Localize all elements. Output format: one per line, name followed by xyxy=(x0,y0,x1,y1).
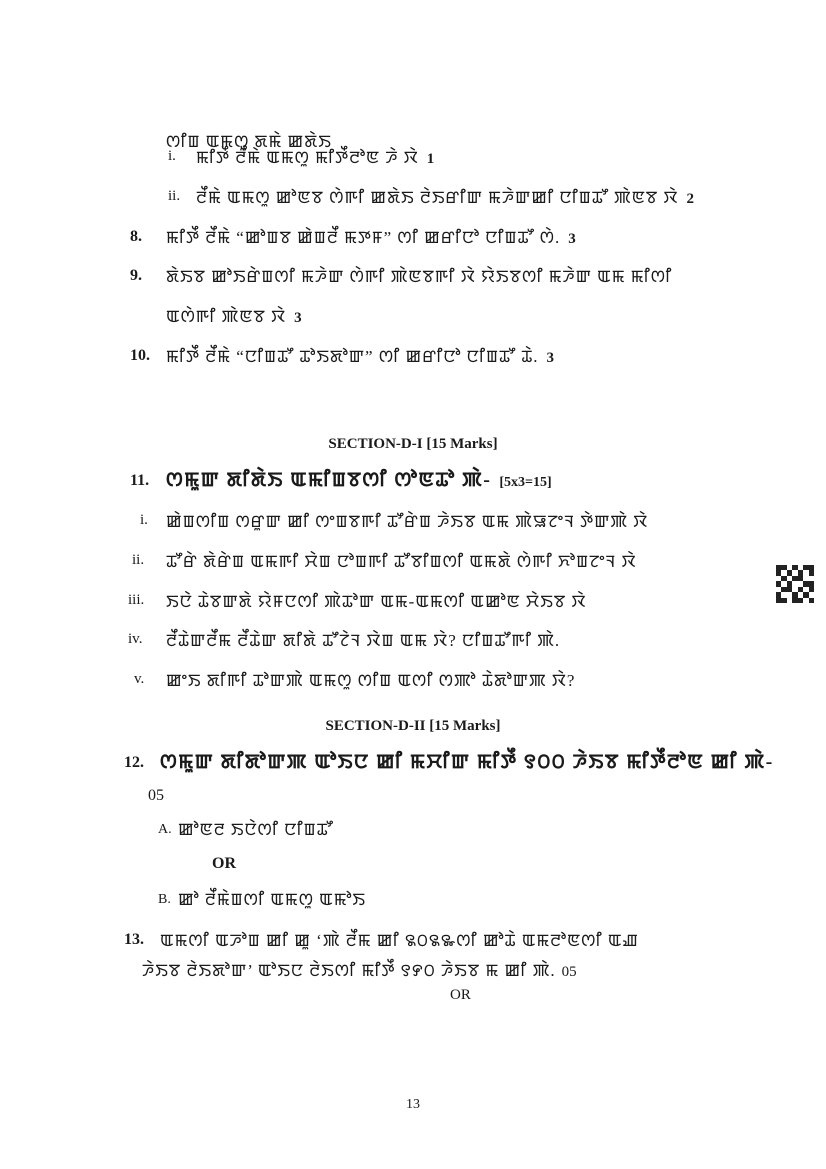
q11-item: ꯀꯦꯏ ꯗꯤꯒꯤ ꯊꯣꯛꯄꯥ ꯑꯃꯁꯨ ꯁꯤꯡ ꯑꯁꯤ ꯁꯄꯣ ꯊꯥꯗꯣꯛꯄ ꯋꯥ? xyxy=(166,671,576,690)
question-13-number: 13. xyxy=(124,931,144,948)
q11-item-label: ii. xyxy=(132,552,145,568)
question-13: ꯑꯃꯁꯤ ꯑꯍꯣꯡ ꯀꯤ ꯀꯨ ‘ꯄꯥ ꯂꯩꯃ ꯀꯤ ꯲꯰꯲꯳ꯁꯤ ꯀꯣꯊꯥ ꯑꯃꯂꯣꯟꯁꯤ ꯑꯉ xyxy=(160,931,639,950)
question-8-number: 8. xyxy=(130,228,142,245)
question-10: ꯃꯤꯇꯩ ꯂꯩꯃꯥ “ꯅꯤꯡꯊꯧ ꯊꯣꯏꯗꯣꯛ” ꯁꯤ ꯀꯔꯤꯅꯣ ꯅꯤꯡꯊꯧ ꯊꯥ. 3 xyxy=(166,347,554,366)
question-9: ꯗꯥꯏꯕ ꯀꯣꯏꯔꯥꯡꯁꯤ ꯃꯍꯥꯛ ꯁꯥꯒꯤ ꯄꯥꯟꯕꯒꯤ ꯋꯥ ꯌꯥꯏꯕꯁꯤ ꯃꯍꯥꯛ ꯑꯃ ꯃꯤꯁꯤ xyxy=(166,267,673,286)
q11-item: ꯏꯅꯥ ꯊꯥꯕꯛꯗꯥ ꯌꯥꯝꯅꯁꯤ ꯄꯥꯊꯣꯛ ꯑꯃ-ꯑꯃꯁꯤ ꯑꯀꯣꯟ ꯆꯥꯏꯕ ꯋꯥ xyxy=(166,592,587,611)
question-9-number: 9. xyxy=(130,267,142,284)
question-9-continued: ꯑꯁꯥꯒꯤ ꯄꯥꯟꯕ ꯋꯥ 3 xyxy=(166,307,302,326)
section-d2-heading: SECTION-D-II [15 Marks] xyxy=(325,718,501,734)
qr-code xyxy=(776,565,814,603)
q11-item-label: iv. xyxy=(128,631,143,647)
question-11: ꯁꯃꯨꯛ ꯗꯤꯗꯥꯏ ꯑꯃꯤꯡꯕꯁꯤ ꯁꯣꯟꯊꯣ ꯄꯥ- [5x3=15] xyxy=(166,469,552,491)
q11-item: ꯀꯥꯡꯁꯤꯡ ꯁꯔꯨꯛ ꯀꯤ ꯁꯦꯡꯕꯒꯤ ꯊꯧꯔꯥꯡ ꯍꯥꯏꯕ ꯑꯃ ꯄꯥꯎꯖꯦꯜ ꯇꯥꯛꯄꯥ ꯋꯥ xyxy=(166,512,649,531)
question-i-label: i. xyxy=(168,148,176,164)
question-11-number: 11. xyxy=(130,472,150,489)
question-10-number: 10. xyxy=(130,347,150,364)
q11-item: ꯂꯩꯊꯥꯛꯂꯩꯃ ꯂꯩꯊꯥꯛ ꯗꯤꯗꯥ ꯊꯧꯖꯥꯜ ꯋꯥꯡ ꯑꯃ ꯋꯥ? ꯅꯤꯡꯊꯧꯒꯤ ꯄꯥ. xyxy=(166,631,561,650)
question-12: ꯁꯃꯨꯛ ꯗꯤꯗꯣꯛꯄ ꯑꯣꯏꯅ ꯀꯤ ꯃꯆꯤꯛ ꯃꯤꯇꯩ ꯱꯰꯰ ꯍꯥꯏꯕ ꯃꯤꯇꯩꯂꯣꯟ ꯀꯤ ꯄꯥ- xyxy=(160,751,774,773)
or-label: OR xyxy=(450,987,471,1003)
section-d1-heading: SECTION-D-I [15 Marks] xyxy=(328,436,498,452)
question-8: ꯃꯤꯇꯩ ꯂꯩꯃꯥ “ꯀꯣꯡꯕ ꯀꯥꯡꯂꯩ ꯃꯇꯝ” ꯁꯤ ꯀꯔꯤꯅꯣ ꯅꯤꯡꯊꯧ ꯁꯥ. 3 xyxy=(166,228,576,247)
question-12-marks: 05 xyxy=(148,787,164,804)
page-number: 13 xyxy=(406,1097,420,1112)
question-i: ꯃꯤꯇꯩ ꯂꯩꯃꯥ ꯑꯃꯁꯨ ꯃꯤꯇꯩꯂꯣꯟ ꯍꯥ ꯋꯥ 1 xyxy=(196,148,435,167)
q11-item: ꯊꯧꯔꯥ ꯗꯥꯔꯥꯡ ꯑꯃꯒꯤ ꯆꯥꯡ ꯅꯣꯡꯒꯤ ꯊꯧꯕꯤꯡꯁꯤ ꯑꯃꯗꯥ ꯁꯥꯒꯤ ꯈꯣꯡꯖꯦꯜ ꯋꯥ xyxy=(166,552,637,571)
question-13-continued: ꯍꯥꯏꯕ ꯂꯥꯏꯗꯣꯛ’ ꯑꯣꯏꯅ ꯂꯥꯏꯁꯤ ꯃꯤꯇꯩ ꯱꯸꯰ ꯍꯥꯏꯕ ꯃ ꯀꯤ ꯄꯥ. 05 xyxy=(142,961,577,980)
question-ii-label: ii. xyxy=(168,188,181,204)
or-label: OR xyxy=(212,855,236,872)
question-12-number: 12. xyxy=(124,754,144,771)
top-line: ꯁꯤꯡ ꯑꯃꯁꯨ ꯗꯃꯥ ꯀꯗꯥꯏ xyxy=(166,132,332,151)
q11-item-label: iii. xyxy=(128,592,145,608)
q11-item-label: v. xyxy=(134,671,145,687)
question-ii: ꯂꯩꯃꯥ ꯑꯃꯁꯨ ꯀꯣꯟꯕ ꯁꯥꯒꯤ ꯀꯗꯥꯏ ꯂꯥꯏꯔꯤꯛ ꯃꯍꯥꯛꯀꯤ ꯅꯤꯡꯊꯧ ꯄꯥꯟꯕ ꯋꯥ 2 xyxy=(196,188,694,207)
option-b: ꯀꯣ ꯂꯩꯃꯥꯡꯁꯤ ꯑꯃꯁꯨ ꯑꯃꯣꯏ xyxy=(178,890,366,909)
option-a-label: A. xyxy=(158,822,172,837)
q11-item-label: i. xyxy=(140,512,148,528)
option-b-label: B. xyxy=(158,892,171,907)
option-a: ꯀꯣꯟꯂ ꯏꯅꯥꯁꯤ ꯅꯤꯡꯊꯧ xyxy=(178,820,334,839)
